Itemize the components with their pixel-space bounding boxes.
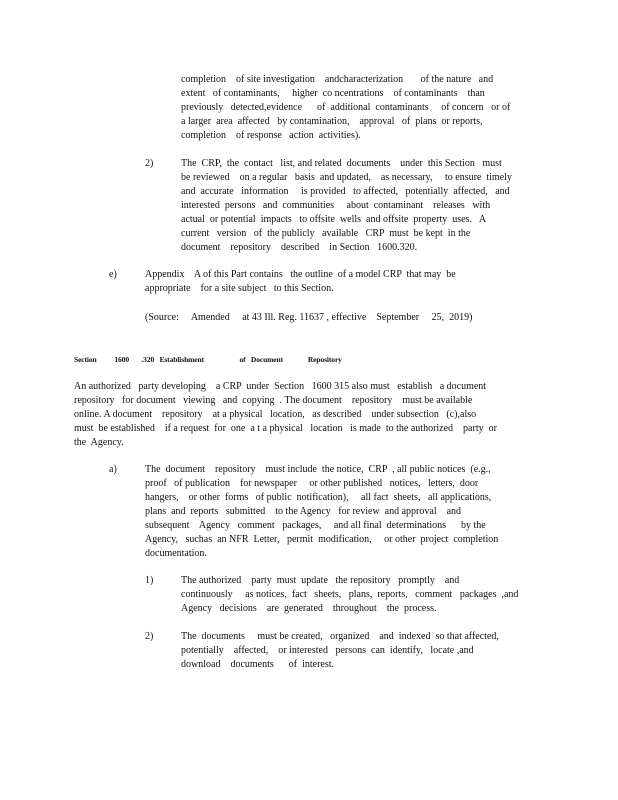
text-line: An authorized party developing a CRP under Section 1600 315 also must establish a document bbox=[74, 381, 487, 392]
section-intro bbox=[74, 380, 536, 450]
text-line: The CRP, the contact list, and related documents under this Section must bbox=[181, 158, 502, 169]
subitem-2-marker: 2) bbox=[145, 631, 154, 642]
text-line: plans and reports submitted to the Agency for review and approval and bbox=[145, 506, 462, 517]
text-line: hangers, or other forms of public notification), all fact sheets, all applications, bbox=[145, 492, 492, 503]
source-note: (Source: Amended at 43 Ill. Reg. 11637 , effective September 25, 2019) bbox=[145, 312, 473, 323]
text-line: Agency, suchas an NFR Letter, permit modification, or other project completion bbox=[145, 534, 499, 545]
text-line: online. A document repository at a physical location, as described under subsection (c),also bbox=[74, 409, 477, 420]
text-line: download documents of interest. bbox=[181, 659, 335, 670]
text-line: and accurate information is provided to affected, potentially affected, and bbox=[181, 186, 510, 197]
subitem-2-text bbox=[181, 630, 537, 672]
subitem-1-marker: 1) bbox=[145, 575, 154, 586]
text-line: completion of response action activities). bbox=[181, 130, 361, 141]
text-line: repository for document viewing and copying . The document repository must be available bbox=[74, 395, 473, 406]
item-a-text bbox=[145, 463, 535, 561]
item-a-marker: a) bbox=[109, 464, 117, 475]
text-line: appropriate for a site subject to this Section. bbox=[145, 283, 334, 294]
text-line: continuously as notices, fact sheets, plans, reports, comment packages ,and bbox=[181, 589, 519, 600]
text-line: interested persons and communities about contaminant releases with bbox=[181, 200, 491, 211]
text-line: extent of contaminants, higher co ncentrations of contaminants than bbox=[181, 88, 485, 99]
item-2-marker: 2) bbox=[145, 158, 154, 169]
item-e-text bbox=[145, 268, 505, 296]
item-e-marker: e) bbox=[109, 269, 117, 280]
text-line: current version of the publicly available CRP must be kept in the bbox=[181, 228, 471, 239]
text-line: subsequent Agency comment packages, and all final determinations by the bbox=[145, 520, 486, 531]
text-line: Agency decisions are generated throughout the process. bbox=[181, 603, 437, 614]
text-line: a larger area affected by contamination, approval of plans or reports, bbox=[181, 116, 483, 127]
text-line: completion of site investigation andcharacterization of the nature and bbox=[181, 74, 494, 85]
text-line: documentation. bbox=[145, 548, 207, 559]
text-line: previously detected,evidence of additional contaminants of concern or of bbox=[181, 102, 511, 113]
text-line: Appendix A of this Part contains the outline of a model CRP that may be bbox=[145, 269, 456, 280]
text-line: The authorized party must update the repository promptly and bbox=[181, 575, 460, 586]
text-line: potentially affected, or interested persons can identify, locate ,and bbox=[181, 645, 474, 656]
text-line: must be established if a request for one a t a physical location is made to the authorized party or bbox=[74, 423, 497, 434]
text-line: document repository described in Section 1600.320. bbox=[181, 242, 418, 253]
text-line: the Agency. bbox=[74, 437, 124, 448]
section-heading: Section 1600 .320 Establishment of Document Repository bbox=[74, 355, 342, 364]
subitem-1-text bbox=[181, 574, 537, 616]
text-line: proof of publication for newspaper or other published notices, letters, door bbox=[145, 478, 479, 489]
text-line: actual or potential impacts to offsite wells and offsite property uses. A bbox=[181, 214, 487, 225]
top-item-continuation bbox=[181, 73, 537, 143]
text-line: The documents must be created, organized and indexed so that affected, bbox=[181, 631, 499, 642]
text-line: The document repository must include the notice, CRP , all public notices (e.g., bbox=[145, 464, 491, 475]
item-2-text bbox=[181, 157, 537, 255]
text-line: be reviewed on a regular basis and updated, as necessary, to ensure timely bbox=[181, 172, 512, 183]
